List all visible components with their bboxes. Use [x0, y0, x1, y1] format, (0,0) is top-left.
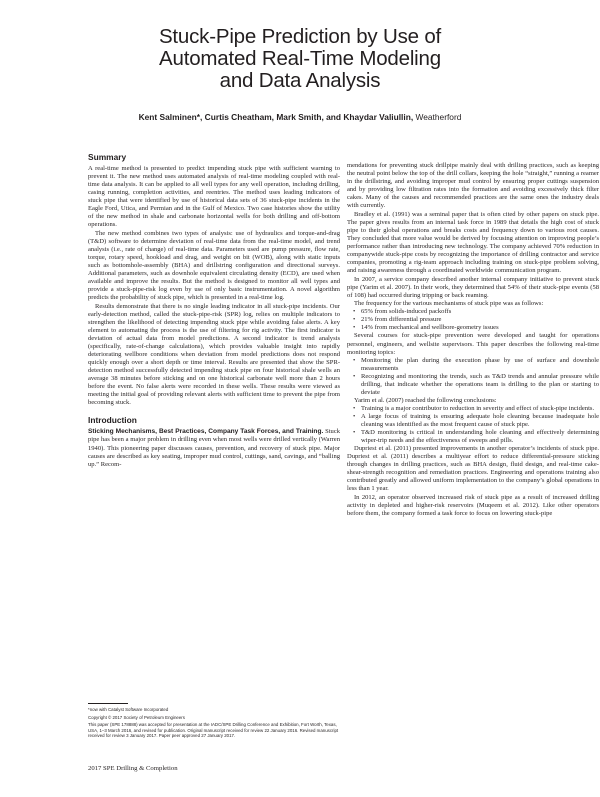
list-item: • Recognizing and monitoring the trends, such as T&D trends and annular pressure while drilling, that indicate whether the operations team is drilling to the plan or starting to deviate	[353, 373, 599, 397]
body-paragraph: Bradley et al. (1991) was a seminal paper that is often cited by other papers on stuck pipe. The paper gives results from an internal task force in 1989 that details the high cost of stuck pipe to their global operations and breaks costs and frequency down to various root causes. They concluded that more value would be derived by focusing attention on improving people’s performance rather than introducing new technology. The company achieved 70% reduction in companywide stuck-pipe costs by recognizing the importance of drilling contractor and service companies, promoting a rig-team approach including training on stuck-pipe problem solving, and raising awareness through a coordinated worldwide communication program.	[347, 210, 599, 275]
mechanism-list	[353, 308, 599, 332]
body-paragraph: In 2007, a service company described another internal company initiative to prevent stuck pipe (Yarim et al. 2007). In their work, they determined that 54% of their stuck-pipe events (58 of 108) had occurred during tripping or back reaming.	[347, 275, 599, 299]
paper-title	[30, 26, 570, 92]
monitoring-topics-list	[353, 357, 599, 397]
summary-paragraph: Results demonstrate that there is no single leading indicator in all stuck-pipe incidents. Our early-detection method, called the stuck-pipe-risk (SPR) log, relies on multiple indicators to strengthen the likelihood of detecting impending stuck pipe while avoiding false alerts. A key element to automating the process is the use of filtering for rig activity. The first indicator is deviation of actual data from model predictions. A second indicator is trend analysis (specifically, rate-of-change calculations), which provides valuable insight into rapidly deteriorating wellbore conditions when deviation from model predictions does not respond quickly enough over a short depth or time interval. Results are presented that show the SPR-detection method successfully detected impending stuck pipe on four historical shale wells an average 38 minutes before sticking and on one historical carbonate well more than 2 hours before the event. No false alerts were recorded in these wells. These results were viewed as meeting the initial goal of providing relevant alerts with sufficient time to prevent the pipe from becoming stuck.	[88, 302, 340, 407]
body-paragraph: Yarim et al. (2007) reached the following conclusions:	[354, 396, 497, 404]
body-paragraph: In 2012, an operator observed increased risk of stuck pipe as a result of increased drilling activity in depleted and higher-risk reservoirs (Muqeem et al. 2012). Like other operators before them, the company formed a task force to focus on lowering stuck-pipe	[347, 493, 599, 518]
body-paragraph: Dupriest et al. (2011) presented improvements in another operator’s incidents of stuck pipe. Dupriest et al. (2011) describes a multiyear effort to reduce differential-pressure sticking through changes in drilling practices, such as BHA design, fluid design, and real-time cake-shear-strength recognition and remediation practices. Engineering and operations training also contributed greatly and allowed uniform implementation to the company’s global operations in less than 1 year.	[347, 445, 599, 493]
footnote-block	[88, 703, 340, 739]
list-item: • T&D monitoring is critical in understanding hole cleaning and effectively determining wiper-trip needs and the effectiveness of sweeps and pills.	[353, 429, 599, 445]
footnote-publication-info: This paper (SPE 178888) was accepted for presentation at the IADC/SPE Drilling Conference and Exhibition, Fort Worth, Texas, USA, 1–3 March 2016, and revised for publication. Original manuscript received for review 22 January 2016. Revised manuscript received for review 3 January 2017. Paper peer approved 27 January 2017.	[88, 722, 339, 739]
right-column	[347, 162, 599, 518]
summary-paragraph: The new method combines two types of analysis: use of hydraulics and torque-and-drag (T&D) software to determine deviation of real-time data from the real-time model, and trend analysis (i.e., rate of change) of real-time data. Parameters used are pump pressure, flow rate, torque, rotary speed, hookload and drag, and weight on bit (WOB), along with static inputs such as bottomhole-assembly (BHA) and drillstring configuration and directional surveys. Additional parameters, such as downhole equivalent circulating density (ECD), are used when available and improve the results. But the method is designed to monitor all well types and provide a stuck-pipe-risk log even by use of only basic instrumentation. A novel algorithm predicts the probability of stuck pipe, which is presented in a real-time log.	[88, 229, 340, 302]
author-affiliation: Weatherford	[413, 112, 462, 122]
list-item: • 14% from mechanical and wellbore-geometry issues	[353, 324, 599, 332]
list-item: • Monitoring the plan during the execution phase by use of surface and downhole measurements	[353, 357, 599, 373]
summary-paragraph: A real-time method is presented to predict impending stuck pipe with sufficient warning to prevent it. The new method uses automated analysis of real-time modeling coupled with real-time data analysis. It can be applied to all well types for any well operation, including drilling, casing running, completion activities, and reentries. The method uses leading indicators of stuck pipe that were identified by use of historical data sets of 36 stuck-pipe incidents in the Eagle Ford, Utica, and Permian and in the Gulf of Mexico. Two case histories show the utility of the new method in shale and carbonate horizontal wells for both drilling and off-bottom operations.	[88, 165, 340, 229]
author-line	[30, 112, 570, 122]
list-item: • 21% from differential pressure	[353, 316, 599, 324]
conclusions-list	[353, 405, 599, 445]
footnote-copyright: Copyright © 2017 Society of Petroleum Engineers	[88, 714, 185, 720]
title-line-1: Stuck-Pipe Prediction by Use of	[158, 25, 442, 48]
body-paragraph: Several courses for stuck-pipe prevention were developed and taught for operations personnel, engineers, and wellsite supervisors. This paper describes the following real-time monitoring topics:	[347, 332, 599, 356]
list-item: • 65% from solids-induced packoffs	[353, 308, 599, 316]
left-column	[88, 152, 340, 469]
footnote-rule	[88, 703, 128, 704]
footnote-affiliation: *now with Catalyst Software Incorporated	[88, 707, 169, 712]
body-paragraph: mendations for preventing stuck drillpipe mainly deal with drilling practices, such as keeping the neutral point below the top of the drill collars, keeping the hole “straight,” running a reamer in the drillstring, and avoiding improper mud control by ensuring proper cuttings suspension and by providing low filtration rates into the formation and avoiding excessively thick filter cakes. Many of the causes and recommended practices are the same ones the industry deals with currently.	[347, 162, 599, 210]
summary-heading: Summary	[88, 152, 127, 162]
page-footer: 2017 SPE Drilling & Completion	[88, 765, 178, 772]
introduction-subheading: Sticking Mechanisms, Best Practices, Company Task Forces, and Training.	[88, 428, 324, 436]
introduction-paragraph	[88, 428, 340, 468]
introduction-heading: Introduction	[88, 415, 137, 426]
body-paragraph: The frequency for the various mechanisms of stuck pipe was as follows:	[354, 300, 544, 308]
title-line-3: and Data Analysis	[219, 69, 381, 92]
title-line-2: Automated Real-Time Modeling	[159, 47, 441, 70]
list-item: • Training is a major contributor to reduction in severity and effect of stuck-pipe incidents.	[353, 405, 599, 413]
author-names: Kent Salminen*, Curtis Cheatham, Mark Smith, and Khaydar Valiullin,	[138, 112, 414, 122]
list-item: • A large focus of training is ensuring adequate hole cleaning because inadequate hole cleaning was identified as the most frequent cause of stuck pipe.	[353, 413, 599, 429]
introduction-text: Stuck pipe has been a major problem in drilling even when most wells were drilled vertically (Warren 1940). This pioneering paper discusses causes, prevention, and recovery of stuck pipe. Major causes are described as key seating, improper mud control, cuttings, sand, cavings, and “balling up.” Recom-	[88, 428, 340, 468]
